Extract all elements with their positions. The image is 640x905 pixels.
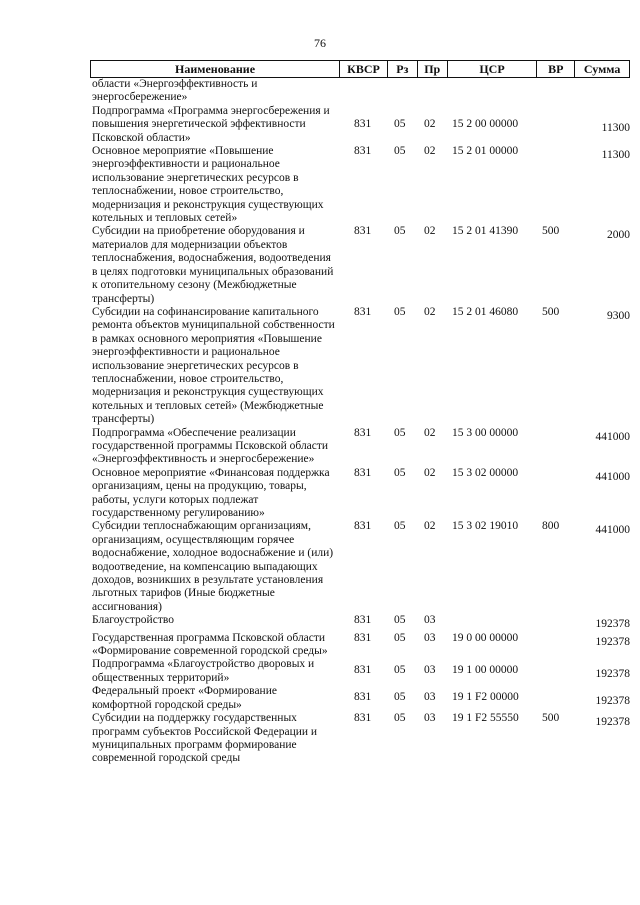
row-pr (418, 78, 448, 105)
row-kvsr: 831 (354, 305, 372, 318)
row-vr (538, 614, 576, 631)
row-vr: 500 (542, 225, 560, 238)
row-rz: 05 (394, 691, 406, 704)
row-csr: 15 3 02 00000 (452, 466, 519, 479)
row-pr: 02 (424, 145, 436, 158)
row-csr: 15 2 01 00000 (452, 145, 519, 158)
header-rz: Рз (388, 61, 418, 77)
table-header (90, 60, 630, 78)
row-pr: 02 (424, 426, 436, 439)
row-rz (388, 78, 418, 105)
row-kvsr (340, 78, 388, 105)
row-name: Субсидии теплоснабжающим организациям, организациям, осуществляющим горячее водоснабжение, холодное водоснабжение и (или) водоотведение, на компенсацию выпадающих доходов, возникших в результате установления льготных тарифов (Иные бюджетные ассигнования) (92, 520, 334, 613)
table-row (90, 712, 630, 766)
row-vr (538, 632, 576, 659)
row-csr: 15 2 00 00000 (452, 117, 519, 130)
row-csr: 15 2 01 41390 (452, 225, 519, 238)
row-sum: 441000 (595, 524, 630, 537)
row-name: Подпрограмма «Программа энергосбережения и повышения энергетической эффективности Псковской области» (92, 104, 330, 144)
row-csr: 15 3 02 19010 (452, 520, 519, 533)
row-rz: 05 (394, 305, 406, 318)
header-pr: Пр (418, 61, 448, 77)
row-sum: 192378 (595, 668, 630, 681)
row-name: Субсидии на приобретение оборудования и материалов для модернизации объектов теплоснабжения, водоснабжения, водоотведения в целях подготовки муниципальных образований к отопительному сезону (Межбюджетные трансферты) (92, 225, 334, 305)
row-pr: 02 (424, 520, 436, 533)
header-csr: ЦСР (448, 61, 538, 77)
row-csr: 19 1 00 00000 (452, 664, 519, 677)
table-row (90, 658, 630, 685)
row-sum (576, 78, 630, 105)
row-name: Подпрограмма «Обеспечение реализации государственной программы Псковской области «Энергоэффективность и энергосбережение» (92, 426, 329, 466)
row-vr: 800 (542, 520, 560, 533)
row-sum: 441000 (595, 470, 630, 483)
row-csr: 19 1 F2 55550 (452, 712, 519, 725)
row-name: Субсидии на софинансирование капитального ремонта объектов муниципальной собственности в рамках основного мероприятия «Повышение энергоэффективности и рациональное использование энергетических ресурсов в теплоснабжении, новое строительство, модернизация и реконструкция существующих котельных и тепловых сетей» (Межбюджетные трансферты) (92, 305, 335, 426)
row-name: Благоустройство (92, 614, 174, 627)
row-vr (538, 467, 576, 521)
row-rz: 05 (394, 520, 406, 533)
row-kvsr: 831 (354, 664, 372, 677)
header-vr: ВР (537, 61, 575, 77)
row-name: области «Энергоэффективность и энергосбережение» (92, 78, 258, 104)
row-name: Федеральный проект «Формирование комфортной городской среды» (92, 685, 277, 711)
row-pr: 02 (424, 225, 436, 238)
row-sum: 192378 (595, 635, 630, 648)
row-kvsr: 831 (354, 691, 372, 704)
row-sum: 9300 (607, 309, 630, 322)
row-rz: 05 (394, 145, 406, 158)
table-row (90, 105, 630, 145)
table-row (90, 632, 630, 659)
table-row (90, 685, 630, 712)
row-sum: 192378 (595, 716, 630, 729)
row-rz: 05 (394, 225, 406, 238)
row-kvsr: 831 (354, 631, 372, 644)
row-kvsr: 831 (354, 614, 372, 627)
row-pr: 03 (424, 691, 436, 704)
row-vr (538, 145, 576, 225)
row-vr (538, 658, 576, 685)
row-pr: 03 (424, 631, 436, 644)
row-rz: 05 (394, 614, 406, 627)
row-sum: 11300 (601, 121, 630, 134)
row-vr: 500 (542, 712, 560, 725)
row-sum: 2000 (607, 229, 630, 242)
row-name: Основное мероприятие «Финансовая поддержка организациям, цены на продукцию, товары, работы, услуги которых подлежат государственному регулированию» (92, 466, 330, 519)
row-kvsr: 831 (354, 426, 372, 439)
table-row (90, 467, 630, 521)
row-kvsr: 831 (354, 117, 372, 130)
row-sum: 192378 (595, 695, 630, 708)
row-rz: 05 (394, 117, 406, 130)
table-row (90, 145, 630, 225)
row-kvsr: 831 (354, 712, 372, 725)
row-rz: 05 (394, 466, 406, 479)
table-row (90, 78, 630, 105)
row-kvsr: 831 (354, 466, 372, 479)
row-kvsr: 831 (354, 520, 372, 533)
row-rz: 05 (394, 426, 406, 439)
row-rz: 05 (394, 712, 406, 725)
row-csr (448, 614, 538, 631)
row-pr: 02 (424, 305, 436, 318)
row-kvsr: 831 (354, 225, 372, 238)
row-pr: 02 (424, 466, 436, 479)
row-pr: 03 (424, 614, 436, 627)
table-row (90, 520, 630, 614)
row-name: Субсидии на поддержку государственных программ субъектов Российской Федерации и муниципальных программ формирование современной городской среды (92, 712, 318, 765)
row-vr: 500 (542, 305, 560, 318)
row-rz: 05 (394, 664, 406, 677)
row-csr: 15 2 01 46080 (452, 305, 519, 318)
page-number: 76 (314, 36, 326, 50)
row-pr: 03 (424, 712, 436, 725)
table-row (90, 614, 630, 631)
row-pr: 03 (424, 664, 436, 677)
row-csr: 19 0 00 00000 (452, 631, 519, 644)
table-row (90, 427, 630, 467)
header-kvsr: КВСР (340, 61, 388, 77)
row-pr: 02 (424, 117, 436, 130)
header-name: Наименование (91, 61, 340, 77)
budget-table (90, 60, 630, 766)
row-sum: 441000 (595, 430, 630, 443)
row-kvsr: 831 (354, 145, 372, 158)
row-csr: 15 3 00 00000 (452, 426, 519, 439)
row-name: Основное мероприятие «Повышение энергоэффективности и рациональное использование энергетических ресурсов в теплоснабжении, новое строительство, модернизация и реконструкция существующих котельных и тепловых сетей» (92, 145, 324, 225)
header-sum: Сумма (583, 61, 621, 76)
row-rz: 05 (394, 631, 406, 644)
row-vr (538, 78, 576, 105)
table-row (90, 306, 630, 427)
row-vr (538, 105, 576, 145)
row-sum: 11300 (601, 149, 630, 162)
row-csr (448, 78, 538, 105)
row-sum: 192378 (595, 618, 630, 631)
row-name: Подпрограмма «Благоустройство дворовых и общественных территорий» (92, 658, 315, 684)
row-csr: 19 1 F2 00000 (452, 691, 519, 704)
row-name: Государственная программа Псковской области «Формирование современной городской среды» (92, 631, 328, 658)
row-vr (538, 685, 576, 712)
table-row (90, 225, 630, 305)
row-vr (538, 427, 576, 467)
